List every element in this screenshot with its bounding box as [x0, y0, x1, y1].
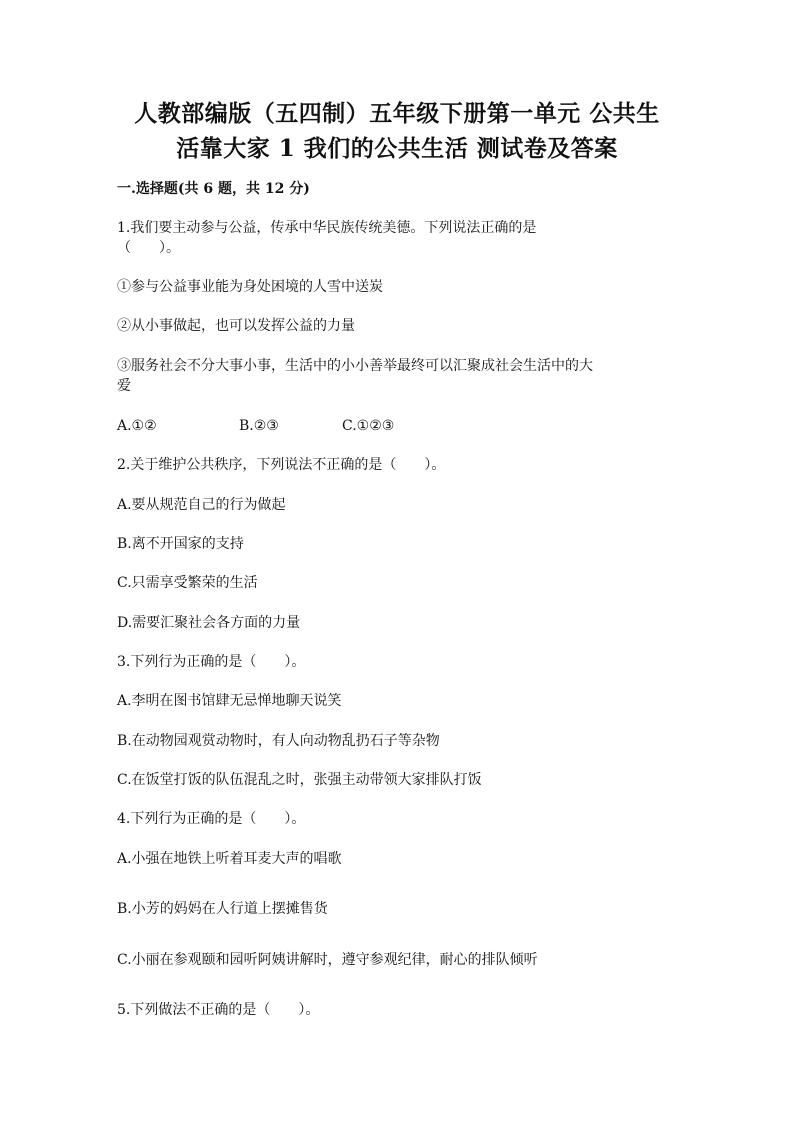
q2-option-c: C.只需享受繁荣的生活 [117, 575, 258, 591]
q1-options [117, 417, 394, 436]
q1-stem-line-2: （ ）。 [117, 240, 180, 256]
q1-option-c: C.①②③ [342, 418, 395, 434]
title-line-1: 人教部编版（五四制）五年级下册第一单元 公共生 [134, 100, 660, 127]
q1-item-3-line-2: 爱 [117, 378, 131, 394]
q1-stem-line-1: 1.我们要主动参与公益，传承中华民族传统美德。下列说法正确的是 [117, 220, 537, 236]
section-heading: 一.选择题(共 6 题，共 12 分) [117, 181, 310, 197]
title-line-2: 活靠大家 1 我们的公共生活 测试卷及答案 [176, 135, 618, 162]
q5-stem: 5.下列做法不正确的是（ ）。 [117, 1002, 320, 1018]
q1-item-3-line-1: ③服务社会不分大事小事，生活中的小小善举最终可以汇聚成社会生活中的大 [117, 358, 593, 374]
q4-stem: 4.下列行为正确的是（ ）。 [117, 811, 306, 827]
q2-option-d: D.需要汇聚社会各方面的力量 [117, 615, 301, 631]
q1-item-1: ①参与公益事业能为身处困境的人雪中送炭 [117, 279, 383, 295]
q2-stem: 2.关于维护公共秩序，下列说法不正确的是（ ）。 [117, 457, 446, 473]
q1-option-a: A.①② [117, 418, 157, 434]
q3-option-a: A.李明在图书馆肆无忌惮地聊天说笑 [117, 693, 342, 709]
q3-option-b: B.在动物园观赏动物时，有人向动物乱扔石子等杂物 [117, 733, 440, 749]
q2-option-b: B.离不开国家的支持 [117, 536, 244, 552]
document-title [100, 96, 694, 166]
q2-option-a: A.要从规范自己的行为做起 [117, 497, 286, 513]
q1-item-2: ②从小事做起，也可以发挥公益的力量 [117, 318, 355, 334]
q1-option-b: B.②③ [239, 418, 279, 434]
q4-option-c: C.小丽在参观颐和园听阿姨讲解时，遵守参观纪律，耐心的排队倾听 [117, 952, 538, 968]
q4-option-a: A.小强在地铁上听着耳麦大声的唱歌 [117, 851, 342, 867]
q4-option-b: B.小芳的妈妈在人行道上摆摊售货 [117, 901, 328, 917]
q3-option-c: C.在饭堂打饭的队伍混乱之时，张强主动带领大家排队打饭 [117, 772, 482, 788]
q3-stem: 3.下列行为正确的是（ ）。 [117, 654, 306, 670]
